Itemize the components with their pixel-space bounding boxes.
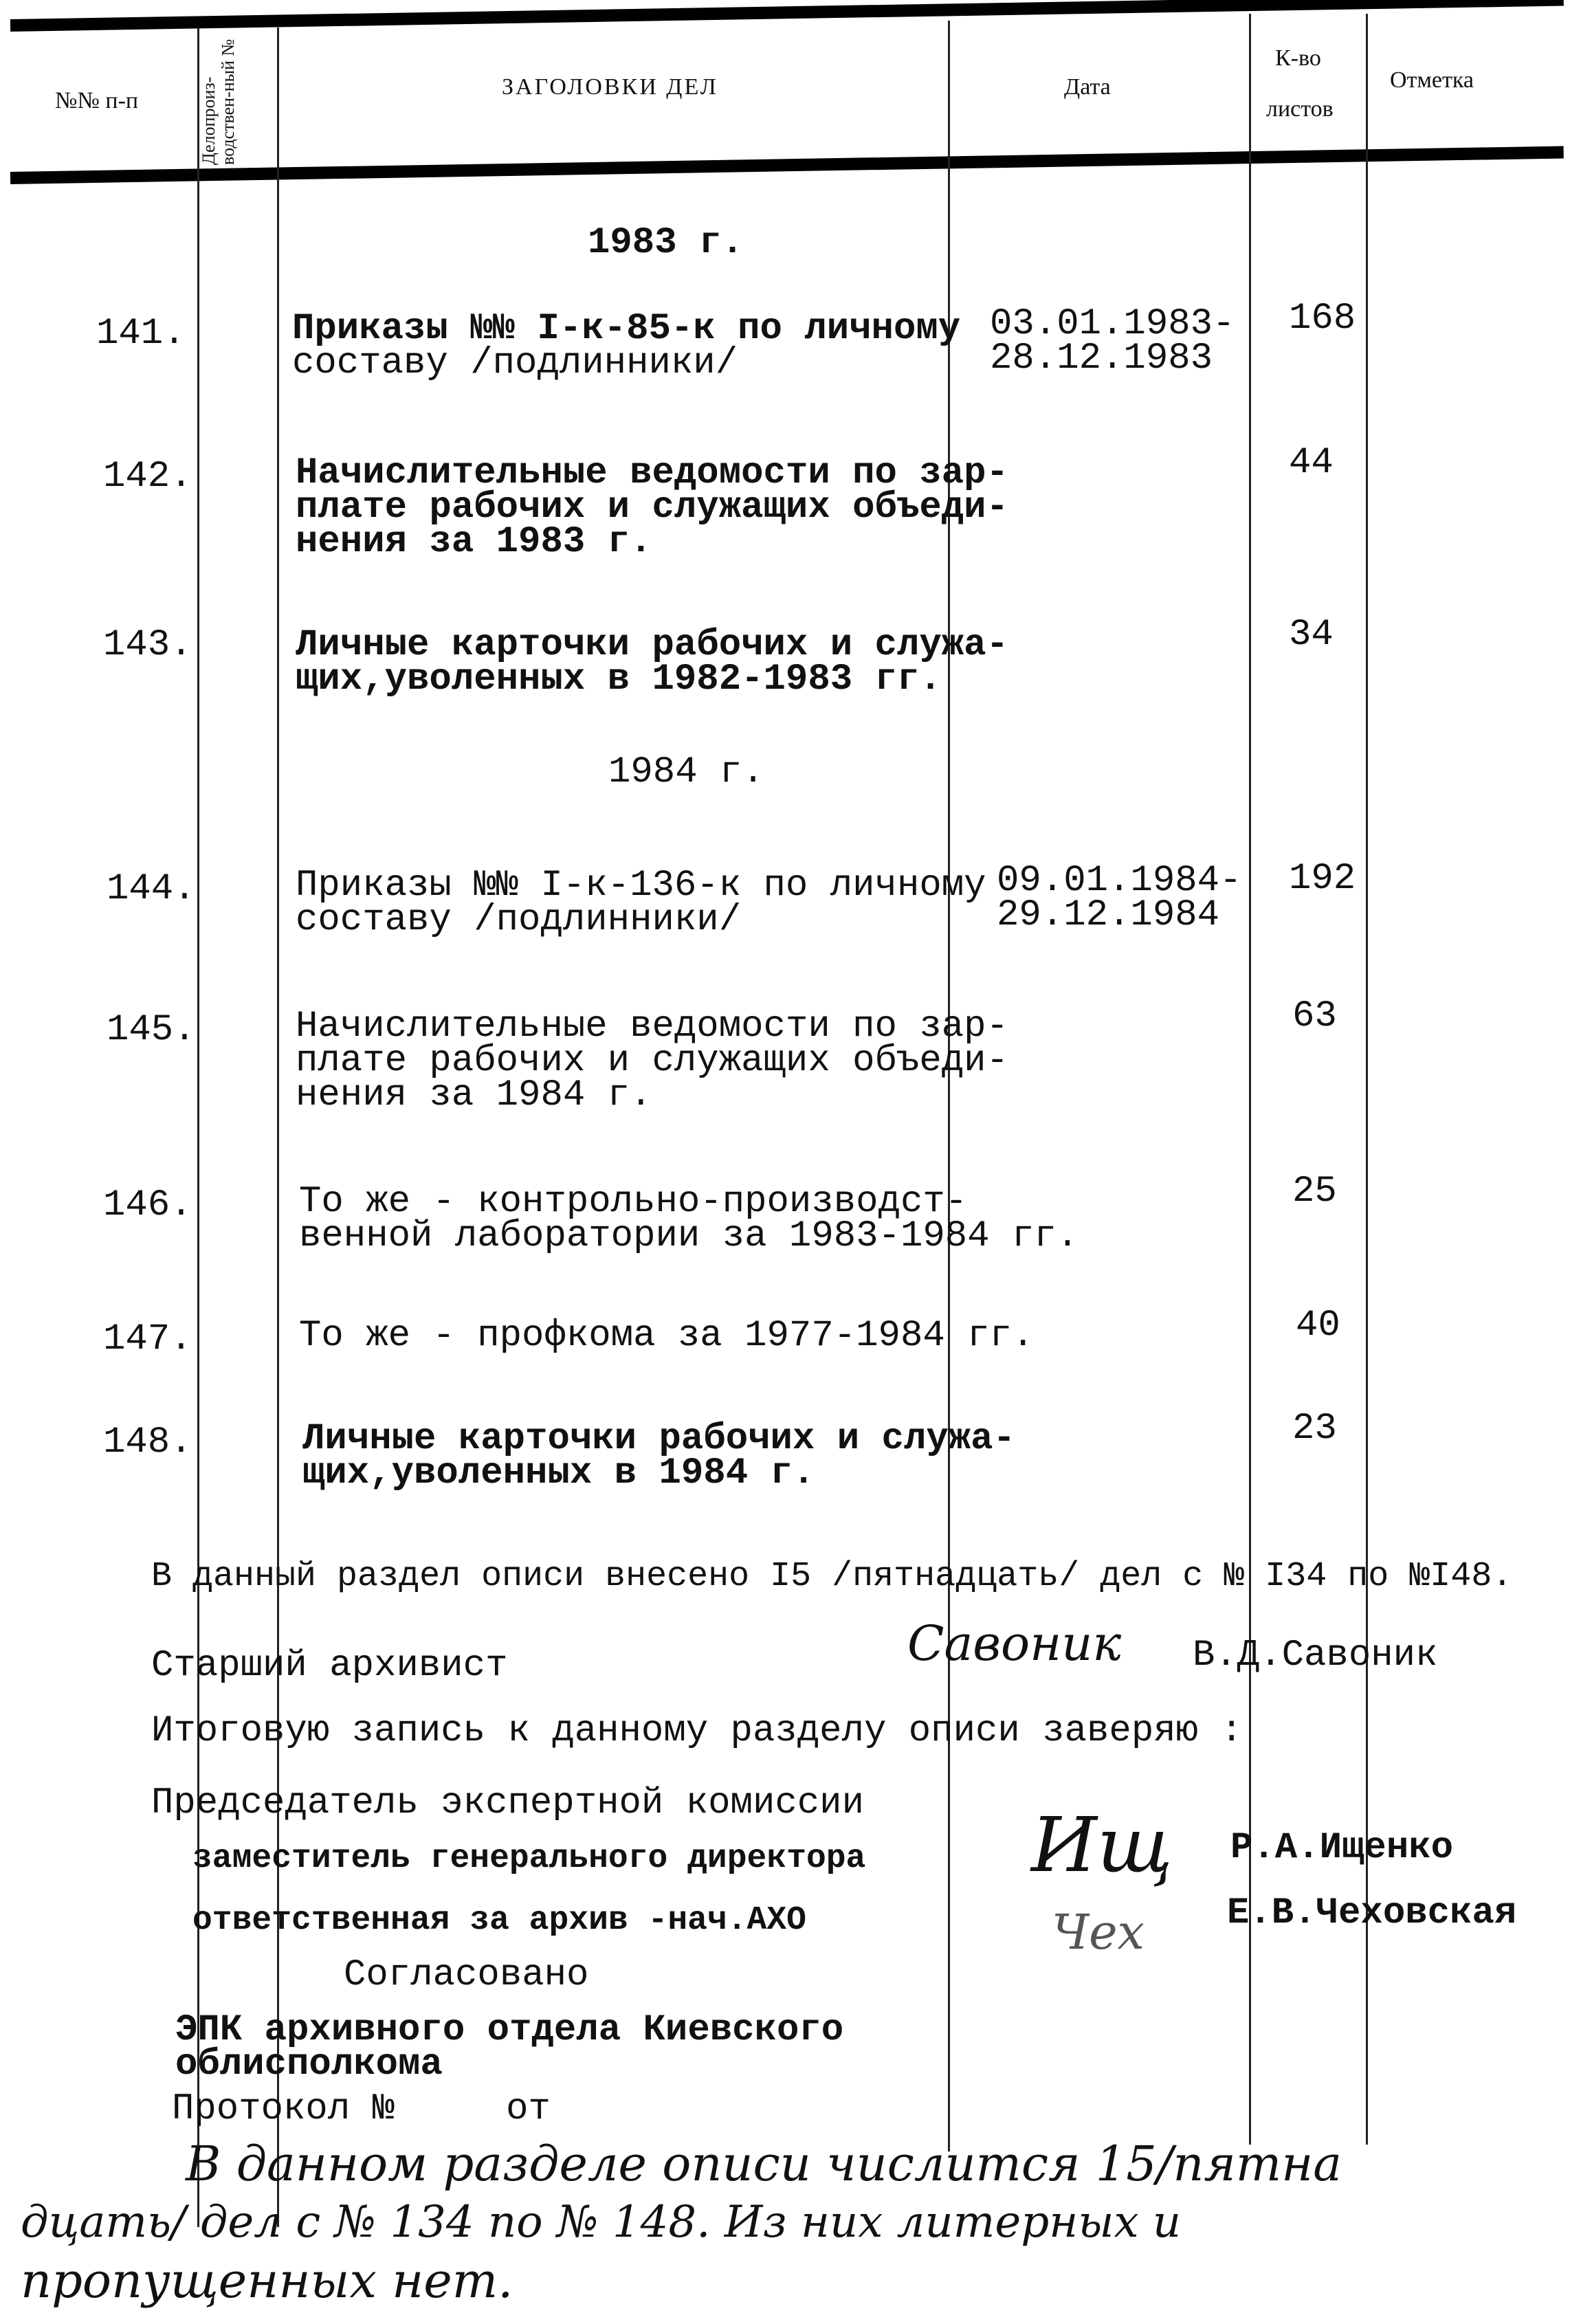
row-title: Личные карточки рабочих и служа- [302,1418,1015,1460]
row-title: Приказы №№ I-к-85-к по личному [292,308,961,350]
row-sheets: 63 [1292,995,1337,1037]
row-number: 143. [103,624,192,666]
header-sheets: листов [1266,96,1334,122]
row-sheets: 192 [1289,858,1356,900]
row-title: То же - контрольно-производст- [299,1181,968,1223]
row-number: 144. [107,868,196,910]
responsible-name: Е.В.Чеховская [1227,1892,1517,1934]
header-top-rule [10,0,1564,32]
row-title: плате рабочих и служащих объеди- [296,1040,1008,1082]
row-title: плате рабочих и служащих объеди- [296,487,1008,529]
header-num: №№ п-п [55,88,139,113]
row-sheets: 168 [1289,298,1356,340]
archivist-title: Старший архивист [151,1645,508,1687]
column-line [197,27,199,2227]
handwritten-note: В данном разделе описи числится 15/пятна [186,2136,1342,2192]
row-date: 29.12.1984 [997,894,1220,936]
row-number: 148. [103,1421,192,1463]
deputy-name: Р.А.Ищенко [1230,1827,1454,1869]
row-title: нения за 1984 г. [296,1074,652,1116]
archivist-signature: Савоник [907,1615,1122,1672]
row-title: составу /подлинники/ [296,899,742,941]
row-title: венной лаборатории за 1983-1984 гг. [299,1215,1079,1257]
year-heading: 1983 г. [588,222,744,264]
header-date: Дата [1064,74,1111,100]
handwritten-note: дцать/ дел с № 134 по № 148. Из них литерных и [21,2197,1182,2248]
row-sheets: 23 [1292,1408,1337,1450]
header-sheets: К-во [1275,45,1321,71]
row-number: 145. [107,1009,196,1051]
row-title: Начислительные ведомости по зар- [296,1006,1008,1048]
row-number: 142. [103,456,192,498]
header-titles: ЗАГОЛОВКИ ДЕЛ [502,74,718,100]
responsible-title: ответственная за архив -нач.АХО [192,1902,806,1939]
header-office-num: Делопроиз-водствен-ный № [199,38,238,165]
row-title: щих,уволенных в 1982-1983 гг. [296,659,942,700]
row-title: То же - профкома за 1977-1984 гг. [299,1315,1035,1357]
header-bottom-rule [10,146,1564,184]
chairman-title: Председатель экспертной комиссии [151,1782,864,1824]
archivist-name: В.Д.Савоник [1193,1635,1438,1676]
summary-text: В данный раздел описи внесено I5 /пятнадцать/ дел с № I34 по №I48. [151,1557,1513,1596]
row-sheets: 34 [1289,614,1334,656]
certify-text: Итоговую запись к данному разделу описи заверяю : [151,1710,1243,1752]
epk-text: облисполкома [175,2044,443,2085]
row-date: 09.01.1984- [997,860,1242,902]
row-title: нения за 1983 г. [296,521,652,563]
deputy-signature: Ищ [1031,1801,1173,1889]
column-line [277,27,279,2227]
year-heading: 1984 г. [608,751,764,793]
row-date: 28.12.1983 [990,337,1213,379]
row-title: Приказы №№ I-к-136-к по личному [296,865,986,907]
deputy-title: заместитель генерального директора [192,1840,866,1877]
row-sheets: 25 [1292,1171,1337,1213]
row-date: 03.01.1983- [990,303,1235,345]
column-line [1366,14,1368,2145]
row-number: 146. [103,1184,192,1226]
row-title: составу /подлинники/ [292,342,738,384]
responsible-signature: Чех [1052,1904,1145,1960]
column-line [1249,14,1251,2145]
row-sheets: 44 [1289,442,1334,484]
epk-text: ЭПК архивного отдела Киевского [175,2009,844,2051]
row-number: 141. [96,313,186,355]
handwritten-note: пропущенных нет. [21,2253,513,2309]
header-mark: Отметка [1390,67,1474,93]
row-sheets: 40 [1296,1305,1340,1347]
row-number: 147. [103,1318,192,1360]
row-title: Начислительные ведомости по зар- [296,452,1008,494]
agreed-text: Согласовано [344,1954,589,1996]
row-title: щих,уволенных в 1984 г. [302,1452,815,1494]
protocol-text: Протокол № от [172,2088,551,2130]
row-title: Личные карточки рабочих и служа- [296,624,1008,666]
